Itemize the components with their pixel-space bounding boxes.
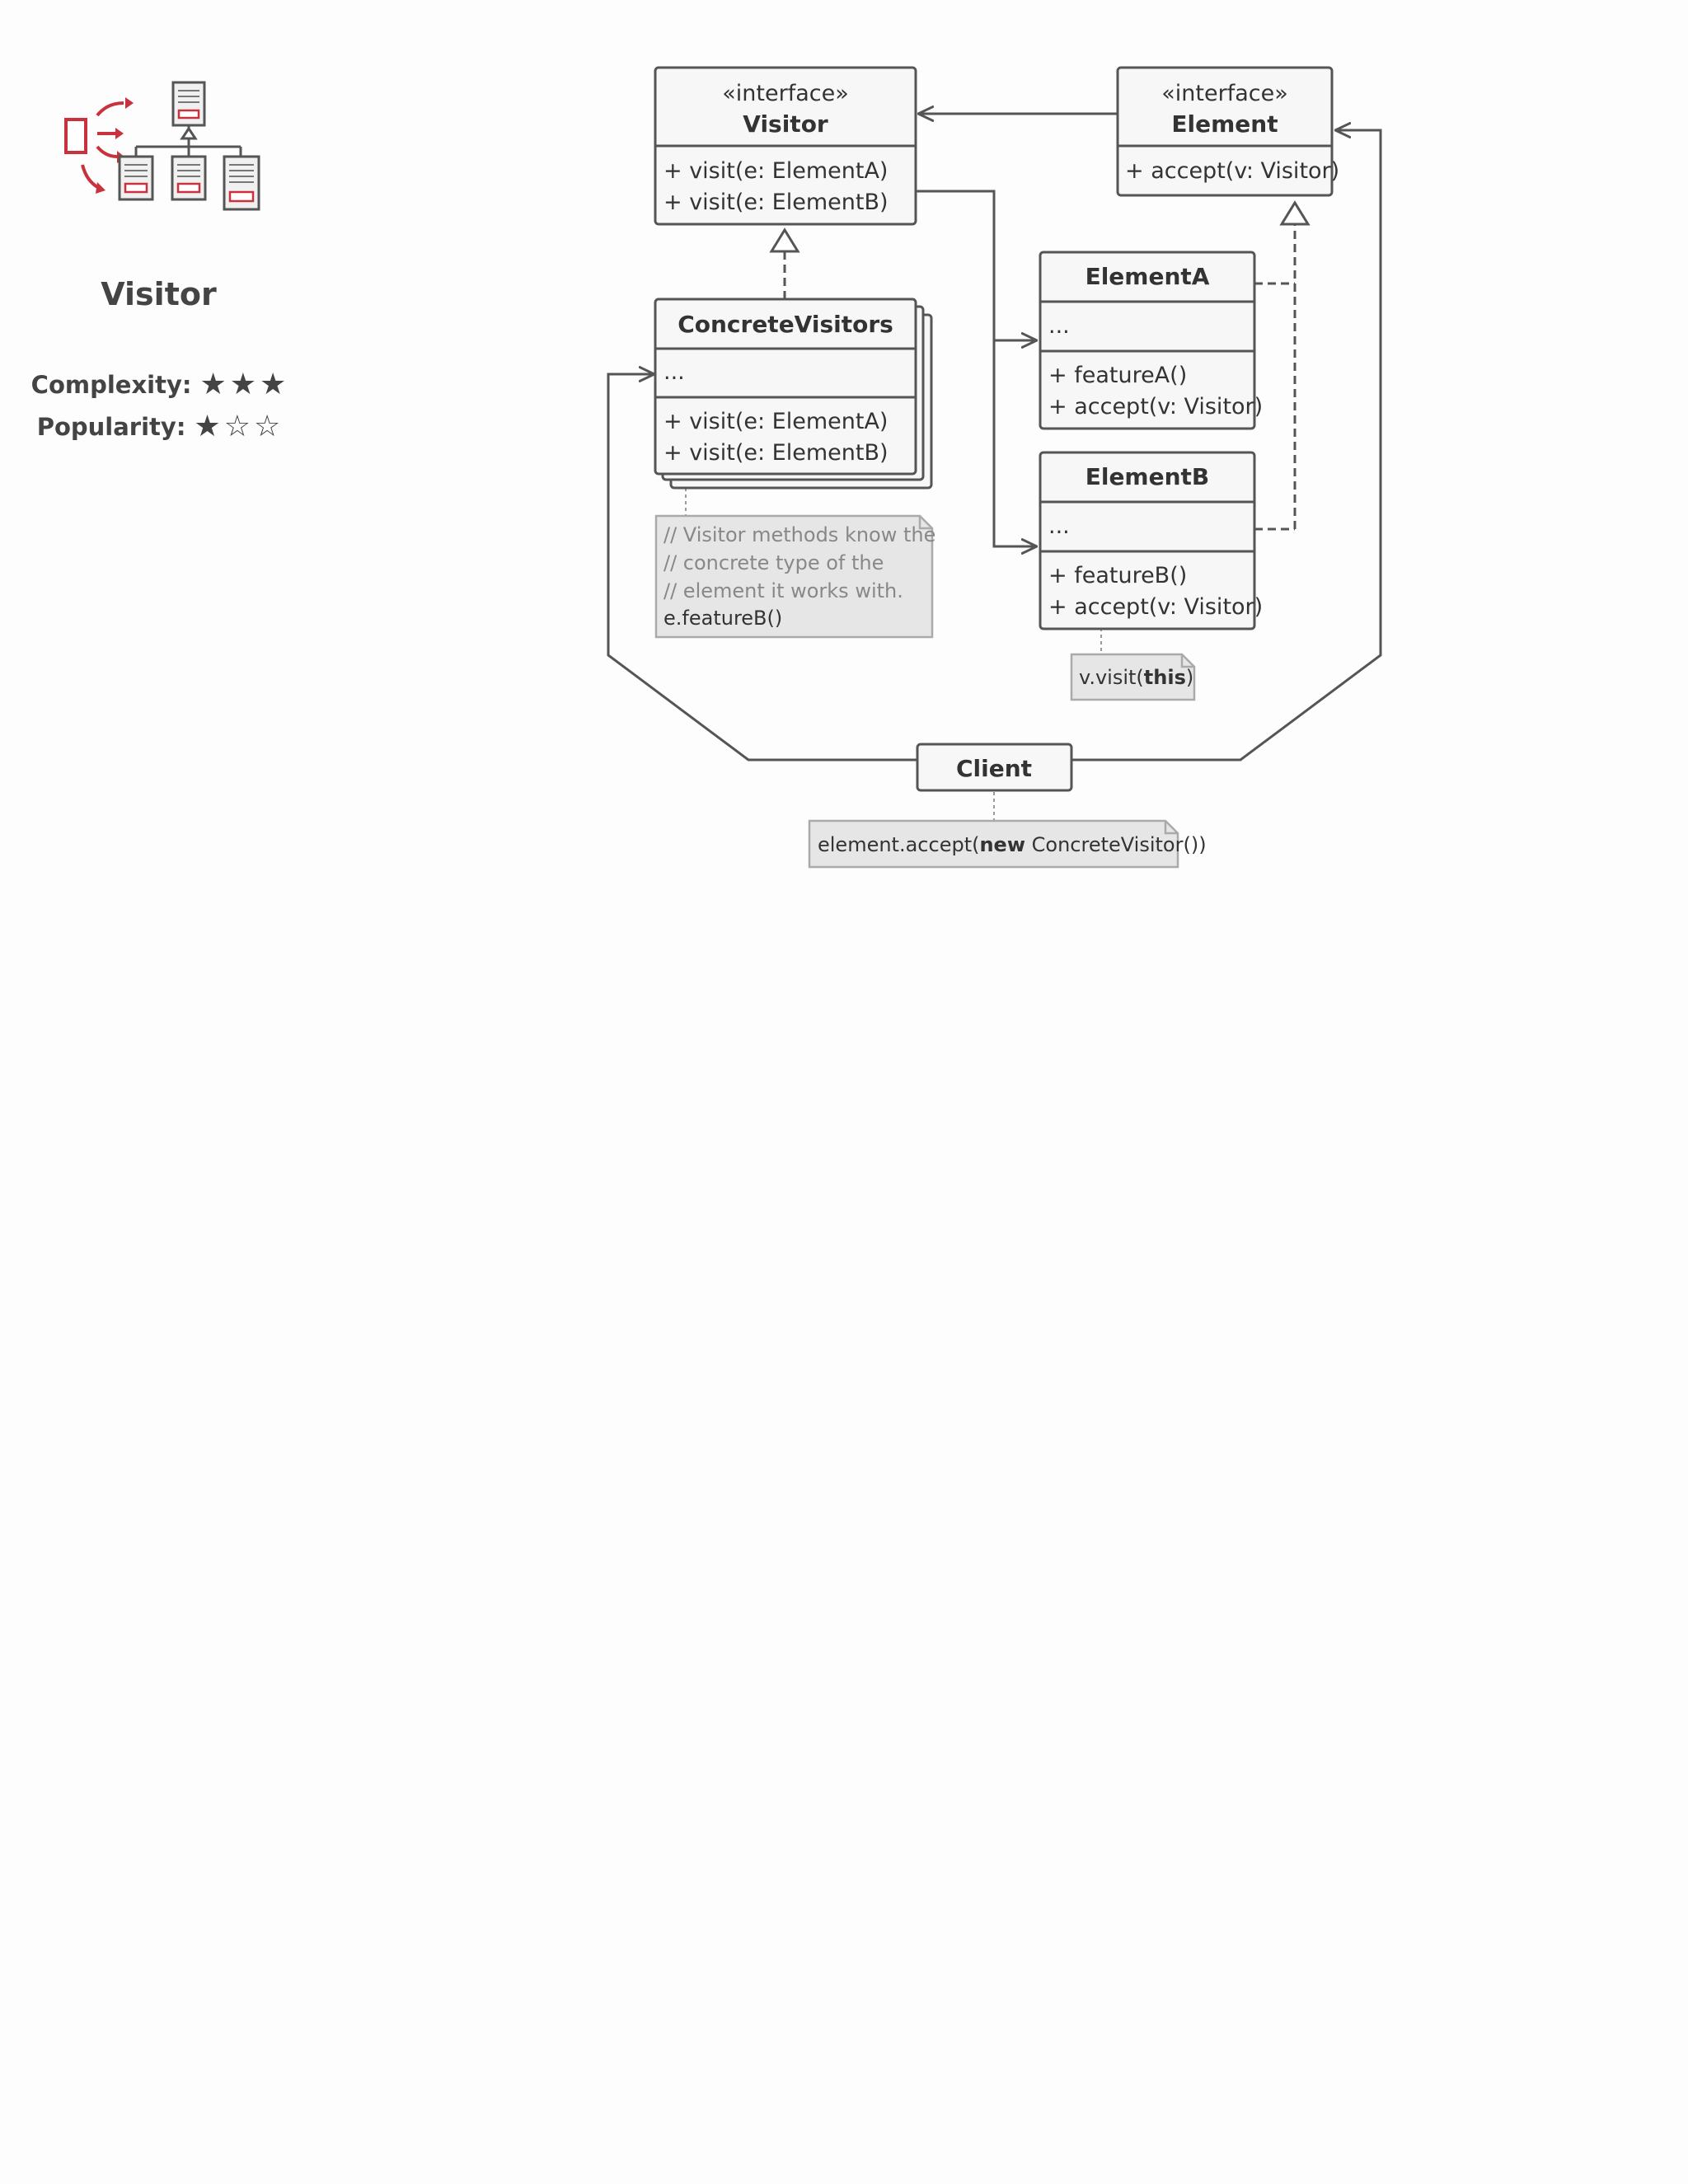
- element-b-class: [1040, 452, 1263, 629]
- pattern-name: Visitor: [101, 276, 217, 312]
- visit-this-code: v.visit(this): [1079, 666, 1194, 689]
- element-method: + accept(v: Visitor): [1125, 158, 1340, 184]
- concrete-visitors-class: [655, 299, 931, 488]
- visitor-name: Visitor: [743, 110, 828, 138]
- concrete-visitors-name: ConcreteVisitors: [678, 311, 893, 338]
- element-a-class: [1040, 252, 1263, 429]
- filled-star-icon: ★: [194, 410, 221, 443]
- visitor-method: + visit(e: ElementA): [663, 158, 889, 184]
- element-stereotype: «interface»: [1161, 81, 1288, 106]
- empty-star-icon: ☆: [223, 410, 251, 443]
- element-b-method: + accept(v: Visitor): [1048, 594, 1264, 620]
- visitor-to-elementb-dependency: [916, 191, 1037, 546]
- client-usage-note: [809, 821, 1207, 867]
- client-usage-code: element.accept(new ConcreteVisitor()): [818, 833, 1207, 856]
- visit-this-note: [1071, 654, 1194, 700]
- element-a-method: + featureA(): [1048, 363, 1188, 388]
- filled-star-icon: ★: [199, 368, 227, 401]
- popularity-label: Popularity:: [36, 413, 186, 441]
- uml-class-diagram: [0, 0, 1688, 907]
- visitor-stereotype: «interface»: [722, 81, 849, 106]
- element-interface-class: [1118, 68, 1339, 195]
- element-a-name: ElementA: [1085, 263, 1210, 290]
- complexity-label: Complexity:: [30, 371, 192, 399]
- concrete-visitors-method: + visit(e: ElementA): [663, 409, 889, 434]
- concrete-visitors-fields: ...: [663, 359, 685, 385]
- filled-star-icon: ★: [260, 368, 287, 401]
- visitor-interface-class: [655, 68, 916, 224]
- filled-star-icon: ★: [229, 368, 257, 401]
- note-comment-line: // element it works with.: [663, 579, 903, 602]
- element-b-fields: ...: [1048, 513, 1070, 539]
- visitor-method: + visit(e: ElementB): [663, 190, 889, 215]
- client-name: Client: [955, 755, 1033, 782]
- element-b-method: + featureB(): [1048, 563, 1188, 588]
- element-a-fields: ...: [1048, 313, 1070, 339]
- visitor-methods-note: [656, 516, 935, 637]
- concrete-visitors-method: + visit(e: ElementB): [663, 440, 889, 466]
- visitors-realization: [771, 230, 798, 299]
- empty-star-icon: ☆: [253, 410, 281, 443]
- note-comment-line: // Visitor methods know the: [663, 523, 936, 546]
- element-a-method: + accept(v: Visitor): [1048, 394, 1264, 419]
- element-name: Element: [1171, 110, 1278, 138]
- client-class: [917, 744, 1071, 790]
- elements-realization: [1254, 224, 1295, 529]
- element-b-name: ElementB: [1085, 463, 1210, 490]
- note-code-line: e.featureB(): [663, 607, 783, 630]
- note-comment-line: // concrete type of the: [663, 551, 884, 574]
